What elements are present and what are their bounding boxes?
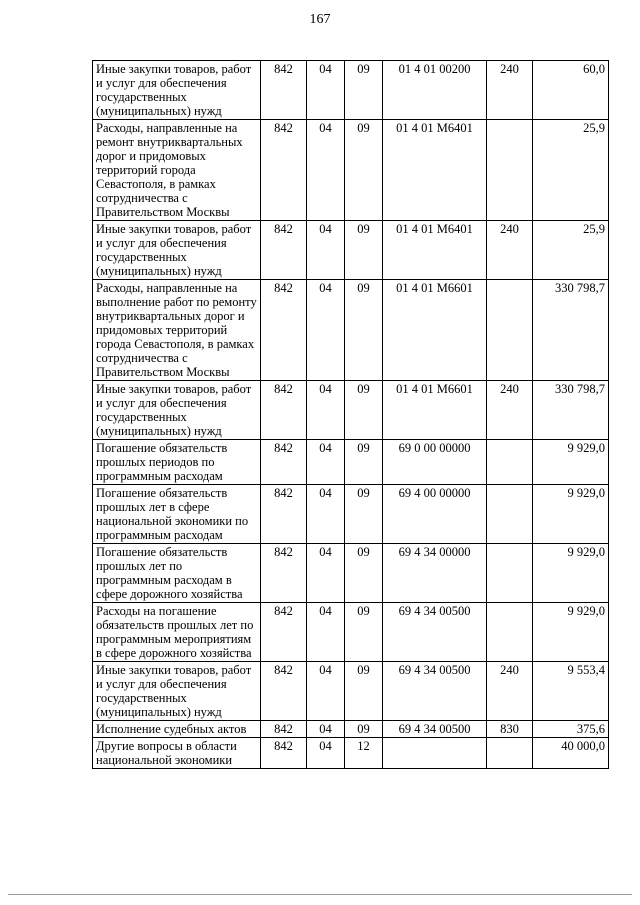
amount-cell: 25,9 <box>533 221 609 280</box>
amount-cell: 9 553,4 <box>533 662 609 721</box>
admin-code-cell: 842 <box>261 221 307 280</box>
admin-code-cell: 842 <box>261 544 307 603</box>
target-article-cell: 69 4 34 00500 <box>383 721 487 738</box>
table-row <box>93 221 609 280</box>
admin-code-cell: 842 <box>261 381 307 440</box>
section-code-cell: 04 <box>307 662 345 721</box>
expense-name-cell: Иные закупки товаров, работ и услуг для обеспечения государственных (муниципальных) нужд <box>93 381 261 440</box>
admin-code-cell: 842 <box>261 120 307 221</box>
expense-type-cell <box>487 485 533 544</box>
expense-name-cell: Иные закупки товаров, работ и услуг для обеспечения государственных (муниципальных) нужд <box>93 61 261 120</box>
table-row <box>93 603 609 662</box>
target-article-cell: 01 4 01 М6401 <box>383 221 487 280</box>
admin-code-cell: 842 <box>261 721 307 738</box>
expense-type-cell <box>487 544 533 603</box>
target-article-cell: 69 4 34 00000 <box>383 544 487 603</box>
target-article-cell: 69 4 34 00500 <box>383 662 487 721</box>
subsection-code-cell: 09 <box>345 721 383 738</box>
target-article-cell: 01 4 01 М6401 <box>383 120 487 221</box>
expense-type-cell: 240 <box>487 381 533 440</box>
subsection-code-cell: 09 <box>345 381 383 440</box>
amount-cell: 375,6 <box>533 721 609 738</box>
expense-name-cell: Иные закупки товаров, работ и услуг для обеспечения государственных (муниципальных) нужд <box>93 662 261 721</box>
section-code-cell: 04 <box>307 738 345 769</box>
target-article-cell: 01 4 01 М6601 <box>383 280 487 381</box>
expense-type-cell: 830 <box>487 721 533 738</box>
admin-code-cell: 842 <box>261 440 307 485</box>
section-code-cell: 04 <box>307 61 345 120</box>
target-article-cell: 69 4 34 00500 <box>383 603 487 662</box>
target-article-cell: 69 0 00 00000 <box>383 440 487 485</box>
table-row <box>93 662 609 721</box>
admin-code-cell: 842 <box>261 61 307 120</box>
page-number: 167 <box>309 12 331 27</box>
amount-cell: 330 798,7 <box>533 280 609 381</box>
subsection-code-cell: 09 <box>345 120 383 221</box>
expense-name-cell: Расходы, направленные на выполнение работ по ремонту внутриквартальных дорог и придомовых территорий города Севастополя, в рамках сотрудничества с Правительством Москвы <box>93 280 261 381</box>
admin-code-cell: 842 <box>261 738 307 769</box>
table-row <box>93 280 609 381</box>
subsection-code-cell: 12 <box>345 738 383 769</box>
amount-cell: 9 929,0 <box>533 544 609 603</box>
section-code-cell: 04 <box>307 120 345 221</box>
subsection-code-cell: 09 <box>345 662 383 721</box>
table-row <box>93 61 609 120</box>
section-code-cell: 04 <box>307 280 345 381</box>
expense-name-cell: Иные закупки товаров, работ и услуг для обеспечения государственных (муниципальных) нужд <box>93 221 261 280</box>
expense-type-cell: 240 <box>487 221 533 280</box>
subsection-code-cell: 09 <box>345 440 383 485</box>
section-code-cell: 04 <box>307 381 345 440</box>
amount-cell: 60,0 <box>533 61 609 120</box>
section-code-cell: 04 <box>307 544 345 603</box>
expense-type-cell <box>487 440 533 485</box>
table-row <box>93 721 609 738</box>
subsection-code-cell: 09 <box>345 544 383 603</box>
table-row <box>93 440 609 485</box>
amount-cell: 330 798,7 <box>533 381 609 440</box>
expense-name-cell: Погашение обязательств прошлых лет в сфере национальной экономики по программным расходам <box>93 485 261 544</box>
expense-name-cell: Расходы, направленные на ремонт внутриквартальных дорог и придомовых территорий города Севастополя, в рамках сотрудничества с Правительством Москвы <box>93 120 261 221</box>
expense-name-cell: Исполнение судебных актов <box>93 721 261 738</box>
amount-cell: 9 929,0 <box>533 485 609 544</box>
admin-code-cell: 842 <box>261 603 307 662</box>
budget-table <box>92 60 609 769</box>
expense-type-cell <box>487 603 533 662</box>
amount-cell: 25,9 <box>533 120 609 221</box>
scan-edge-line <box>8 894 632 895</box>
section-code-cell: 04 <box>307 440 345 485</box>
subsection-code-cell: 09 <box>345 280 383 381</box>
expense-type-cell: 240 <box>487 662 533 721</box>
expense-name-cell: Погашение обязательств прошлых лет по программным расходам в сфере дорожного хозяйства <box>93 544 261 603</box>
expense-type-cell <box>487 738 533 769</box>
expense-type-cell <box>487 120 533 221</box>
expense-name-cell: Расходы на погашение обязательств прошлых лет по программным мероприятиям в сфере дорожного хозяйства <box>93 603 261 662</box>
amount-cell: 9 929,0 <box>533 603 609 662</box>
subsection-code-cell: 09 <box>345 61 383 120</box>
target-article-cell: 69 4 00 00000 <box>383 485 487 544</box>
target-article-cell <box>383 738 487 769</box>
section-code-cell: 04 <box>307 485 345 544</box>
expense-type-cell: 240 <box>487 61 533 120</box>
section-code-cell: 04 <box>307 721 345 738</box>
expense-name-cell: Другие вопросы в области национальной экономики <box>93 738 261 769</box>
section-code-cell: 04 <box>307 221 345 280</box>
table-row <box>93 381 609 440</box>
table-row <box>93 120 609 221</box>
target-article-cell: 01 4 01 М6601 <box>383 381 487 440</box>
table-row <box>93 738 609 769</box>
expense-name-cell: Погашение обязательств прошлых периодов по программным расходам <box>93 440 261 485</box>
amount-cell: 9 929,0 <box>533 440 609 485</box>
table-row <box>93 544 609 603</box>
admin-code-cell: 842 <box>261 662 307 721</box>
subsection-code-cell: 09 <box>345 603 383 662</box>
section-code-cell: 04 <box>307 603 345 662</box>
amount-cell: 40 000,0 <box>533 738 609 769</box>
subsection-code-cell: 09 <box>345 485 383 544</box>
target-article-cell: 01 4 01 00200 <box>383 61 487 120</box>
admin-code-cell: 842 <box>261 485 307 544</box>
admin-code-cell: 842 <box>261 280 307 381</box>
expense-type-cell <box>487 280 533 381</box>
subsection-code-cell: 09 <box>345 221 383 280</box>
table-row <box>93 485 609 544</box>
